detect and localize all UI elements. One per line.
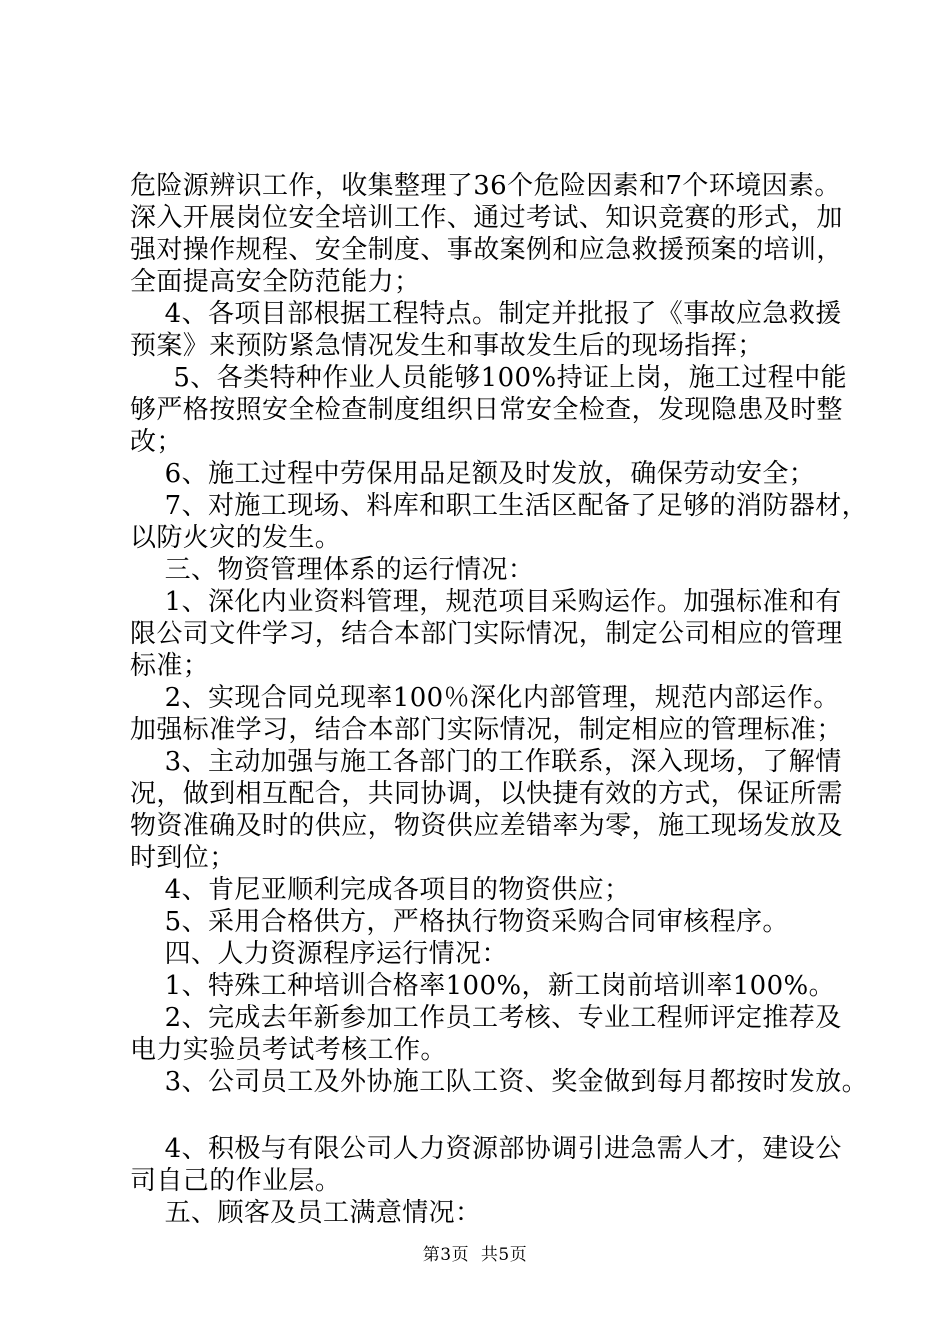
text-line: 电力实验员考试考核工作。 [130, 1035, 447, 1065]
text-line: 加强标准学习，结合本部门实际情况，制定相应的管理标准； [130, 715, 843, 745]
text-line: 强对操作规程、安全制度、事故案例和应急救援预案的培训， [130, 235, 843, 265]
text-line: 况，做到相互配合，共同协调，以快捷有效的方式，保证所需 [130, 779, 843, 809]
text-line: 够严格按照安全检查制度组织日常安全检查，发现隐患及时整 [130, 395, 843, 425]
text-line: 深入开展岗位安全培训工作、通过考试、知识竞赛的形式，加 [130, 203, 843, 233]
section-heading: 五、顾客及员工满意情况： [130, 1198, 482, 1228]
text-line: 1、深化内业资料管理，规范项目采购运作。加强标准和有 [130, 587, 842, 617]
paragraph-gap [130, 1098, 850, 1133]
text-line: 6、施工过程中劳保用品足额及时发放，确保劳动安全； [130, 459, 816, 489]
page-number-footer: 第3页 共5页 [422, 1245, 528, 1265]
document-body [130, 170, 869, 1229]
text-line: 7、对施工现场、料库和职工生活区配备了足够的消防器材， [130, 491, 869, 521]
text-line: 2、实现合同兑现率100％深化内部管理，规范内部运作。 [130, 683, 840, 713]
text-line: 3、公司员工及外协施工队工资、奖金做到每月都按时发放。 [130, 1067, 869, 1097]
text-line: 2、完成去年新参加工作员工考核、专业工程师评定推荐及 [130, 1003, 842, 1033]
text-line: 物资准确及时的供应，物资供应差错率为零，施工现场发放及 [130, 811, 843, 841]
text-line: 危险源辨识工作，收集整理了36个危险因素和7个环境因素。 [130, 171, 841, 201]
section-heading: 三、物资管理体系的运行情况： [130, 555, 535, 585]
section-heading: 四、人力资源程序运行情况： [130, 939, 508, 969]
text-line: 3、主动加强与施工各部门的工作联系，深入现场，了解情 [130, 747, 842, 777]
text-line: 4、各项目部根据工程特点。制定并批报了《事故应急救援 [130, 299, 842, 329]
text-line: 全面提高安全防范能力； [130, 267, 421, 297]
text-line: 1、特殊工种培训合格率100%，新工岗前培训率100%。 [130, 971, 836, 1001]
text-line: 4、肯尼亚顺利完成各项目的物资供应； [130, 875, 631, 905]
text-line: 5、各类特种作业人员能够100%持证上岗，施工过程中能 [130, 363, 847, 393]
text-line: 司自己的作业层。 [130, 1166, 342, 1196]
text-line: 时到位； [130, 843, 236, 873]
text-line: 改； [130, 427, 183, 457]
text-line: 限公司文件学习，结合本部门实际情况，制定公司相应的管理 [130, 619, 843, 649]
text-line: 预案》来预防紧急情况发生和事故发生后的现场指挥； [130, 331, 764, 361]
text-line: 5、采用合格供方，严格执行物资采购合同审核程序。 [130, 907, 789, 937]
text-line: 以防火灾的发生。 [130, 523, 342, 553]
text-line: 标准； [130, 651, 210, 681]
text-line: 4、积极与有限公司人力资源部协调引进急需人才，建设公 [130, 1134, 842, 1164]
